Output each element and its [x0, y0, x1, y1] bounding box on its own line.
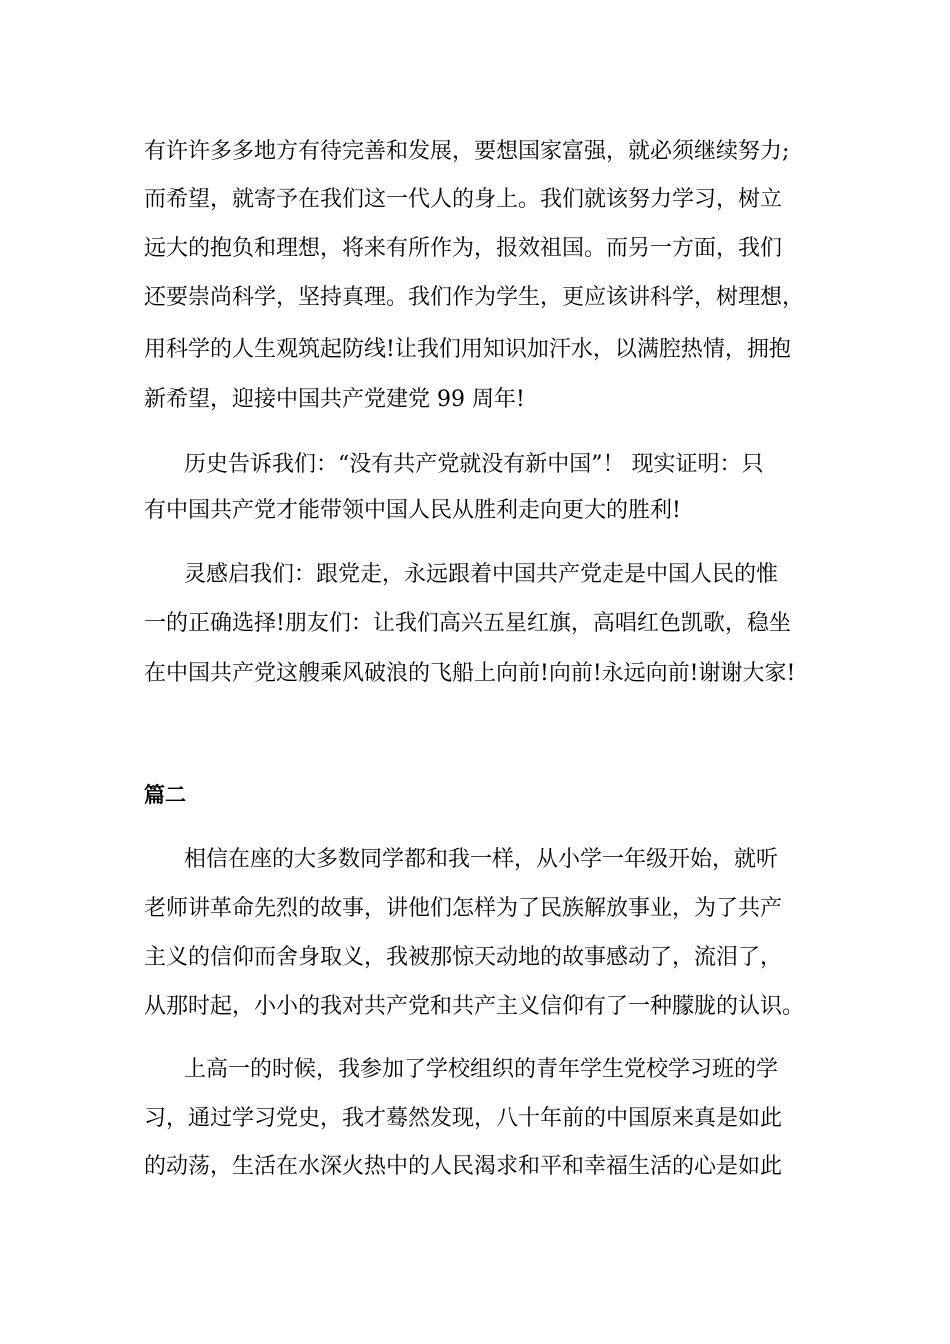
paragraph-line: 有中国共产党才能带领中国人民从胜利走向更大的胜利! [144, 498, 681, 523]
paragraph-line: 远大的抱负和理想，将来有所作为，报效祖国。而另一方面，我们 [144, 236, 783, 261]
paragraph-line: 有许许多多地方有待完善和发展，要想国家富强，就必须继续努力; [144, 139, 790, 164]
paragraph-line: 习，通过学习党史，我才蓦然发现，八十年前的中国原来真是如此 [144, 1106, 783, 1131]
paragraph-line: 老师讲革命先烈的故事，讲他们怎样为了民族解放事业，为了共产 [144, 896, 783, 921]
paragraph-line: 还要崇尚科学，坚持真理。我们作为学生，更应该讲科学，树理想， [144, 285, 805, 310]
paragraph-line: 新希望，迎接中国共产党建党 99 周年! [144, 387, 525, 412]
paragraph-line: 在中国共产党这艘乘风破浪的飞船上向前!向前!永远向前!谢谢大家! [144, 661, 796, 686]
paragraph-line: 上高一的时候，我参加了学校组织的青年学生党校学习班的学 [184, 1057, 779, 1082]
paragraph-line: 而希望，就寄予在我们这一代人的身上。我们就该努力学习，树立 [144, 187, 783, 212]
paragraph-line: 的动荡，生活在水深火热中的人民渴求和平和幸福生活的心是如此 [144, 1154, 783, 1179]
paragraph-line: 历史告诉我们：“没有共产党就没有新中国”！ 现实证明：只 [184, 452, 764, 477]
paragraph-line: 相信在座的大多数同学都和我一样，从小学一年级开始，就听 [184, 847, 779, 872]
paragraph-line: 用科学的人生观筑起防线!让我们用知识加汗水，以满腔热情，拥抱 [144, 337, 791, 362]
paragraph-line: 主义的信仰而舍身取义，我被那惊天动地的故事感动了，流泪了， [144, 945, 783, 970]
paragraph-line: 从那时起，小小的我对共产党和共产主义信仰有了一种朦胧的认识。 [144, 994, 805, 1019]
paragraph-line: 灵感启我们：跟党走，永远跟着中国共产党走是中国人民的惟 [184, 562, 779, 587]
section-heading: 篇二 [144, 783, 186, 807]
paragraph-line: 一的正确选择!朋友们：让我们高兴五星红旗，高唱红色凯歌，稳坐 [144, 611, 791, 636]
